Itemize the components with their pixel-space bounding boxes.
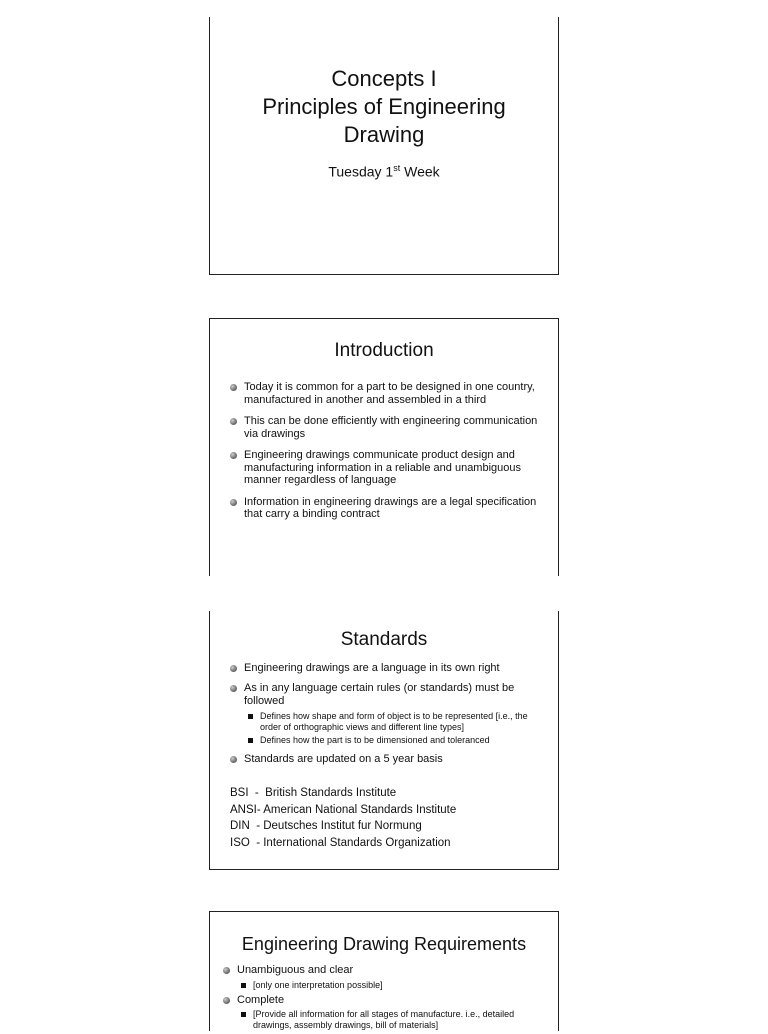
square-bullet-icon (241, 1012, 246, 1017)
subtitle-day: Tuesday 1 (328, 163, 394, 180)
sub-list-item-text: Defines how shape and form of object is to be represented [i.e., the order of orthographic views and different line types] (260, 711, 528, 732)
list-item-text: Engineering drawings communicate product design and manufacturing information in a reliable and unambiguous manner regardless of language (244, 449, 522, 486)
org-line: DIN - Deutsches Institut fur Normung (230, 820, 422, 832)
sub-list-item (244, 735, 550, 746)
bullet-list (230, 381, 550, 530)
org-line: BSI - British Standards Institute (230, 787, 397, 799)
bullet-icon (230, 452, 237, 459)
sub-list-item (237, 980, 553, 991)
list-item-text: As in any language certain rules (or standards) must be followed (244, 682, 515, 707)
sub-list (237, 1009, 553, 1031)
title-line-1: Concepts I (331, 66, 437, 91)
title-line-2: Principles of Engineering (262, 94, 506, 119)
subtitle-week: Week (400, 163, 440, 180)
square-bullet-icon (248, 738, 253, 743)
title-line-3: Drawing (343, 122, 425, 147)
list-item (230, 753, 550, 766)
list-item (230, 682, 550, 746)
square-bullet-icon (248, 714, 253, 719)
bullet-icon (230, 665, 237, 672)
org-line: ANSI- American National Standards Institute (230, 803, 457, 816)
list-item (230, 415, 550, 440)
slide-heading: Standards (340, 629, 428, 650)
subtitle-ordinal: st (393, 163, 401, 173)
list-item-text: Complete (237, 993, 285, 1006)
bullet-icon (223, 967, 230, 974)
list-item (230, 449, 550, 487)
sub-list-item (237, 1009, 553, 1031)
slide-title-heading (210, 65, 558, 149)
list-item (230, 496, 550, 521)
sub-list-item-text: [Provide all information for all stages of manufacture. i.e., detailed drawings, assembly drawings, bill of materials] (253, 1009, 515, 1030)
list-item-text: Engineering drawings are a language in its own right (244, 662, 500, 674)
list-item-text: Information in engineering drawings are a legal specification that carry a binding contract (244, 495, 537, 520)
bullet-icon (230, 685, 237, 692)
bullet-icon (230, 384, 237, 391)
org-line: ISO - International Standards Organization (230, 836, 451, 849)
slide-subtitle (210, 163, 558, 180)
list-item-text: Standards are updated on a 5 year basis (244, 753, 443, 765)
list-item (223, 994, 553, 1032)
sub-list-item-text: Defines how the part is to be dimensioned and toleranced (260, 735, 490, 745)
slide-title (209, 17, 559, 275)
bullet-icon (230, 499, 237, 506)
bullet-icon (230, 418, 237, 425)
list-item-text: Today it is common for a part to be designed in one country, manufactured in another and assembled in a third (244, 381, 535, 406)
sub-list (244, 711, 550, 746)
list-item (223, 964, 553, 991)
slide-heading: Engineering Drawing Requirements (241, 934, 527, 954)
sub-list (237, 980, 553, 991)
list-item-text: Unambiguous and clear (237, 964, 354, 976)
bullet-icon (223, 997, 230, 1004)
list-item (230, 381, 550, 406)
slide-requirements (209, 911, 559, 1031)
square-bullet-icon (241, 983, 246, 988)
list-item (230, 662, 550, 675)
list-item-text: This can be done efficiently with engineering communication via drawings (244, 415, 538, 440)
slide-heading: Introduction (334, 340, 434, 361)
slide-standards (209, 611, 559, 870)
bullet-icon (230, 756, 237, 763)
sub-list-item (244, 711, 550, 733)
standards-organizations (230, 785, 456, 851)
bullet-list (230, 662, 550, 773)
slide-introduction (209, 318, 559, 576)
sub-list-item-text: [only one interpretation possible] (253, 979, 383, 990)
